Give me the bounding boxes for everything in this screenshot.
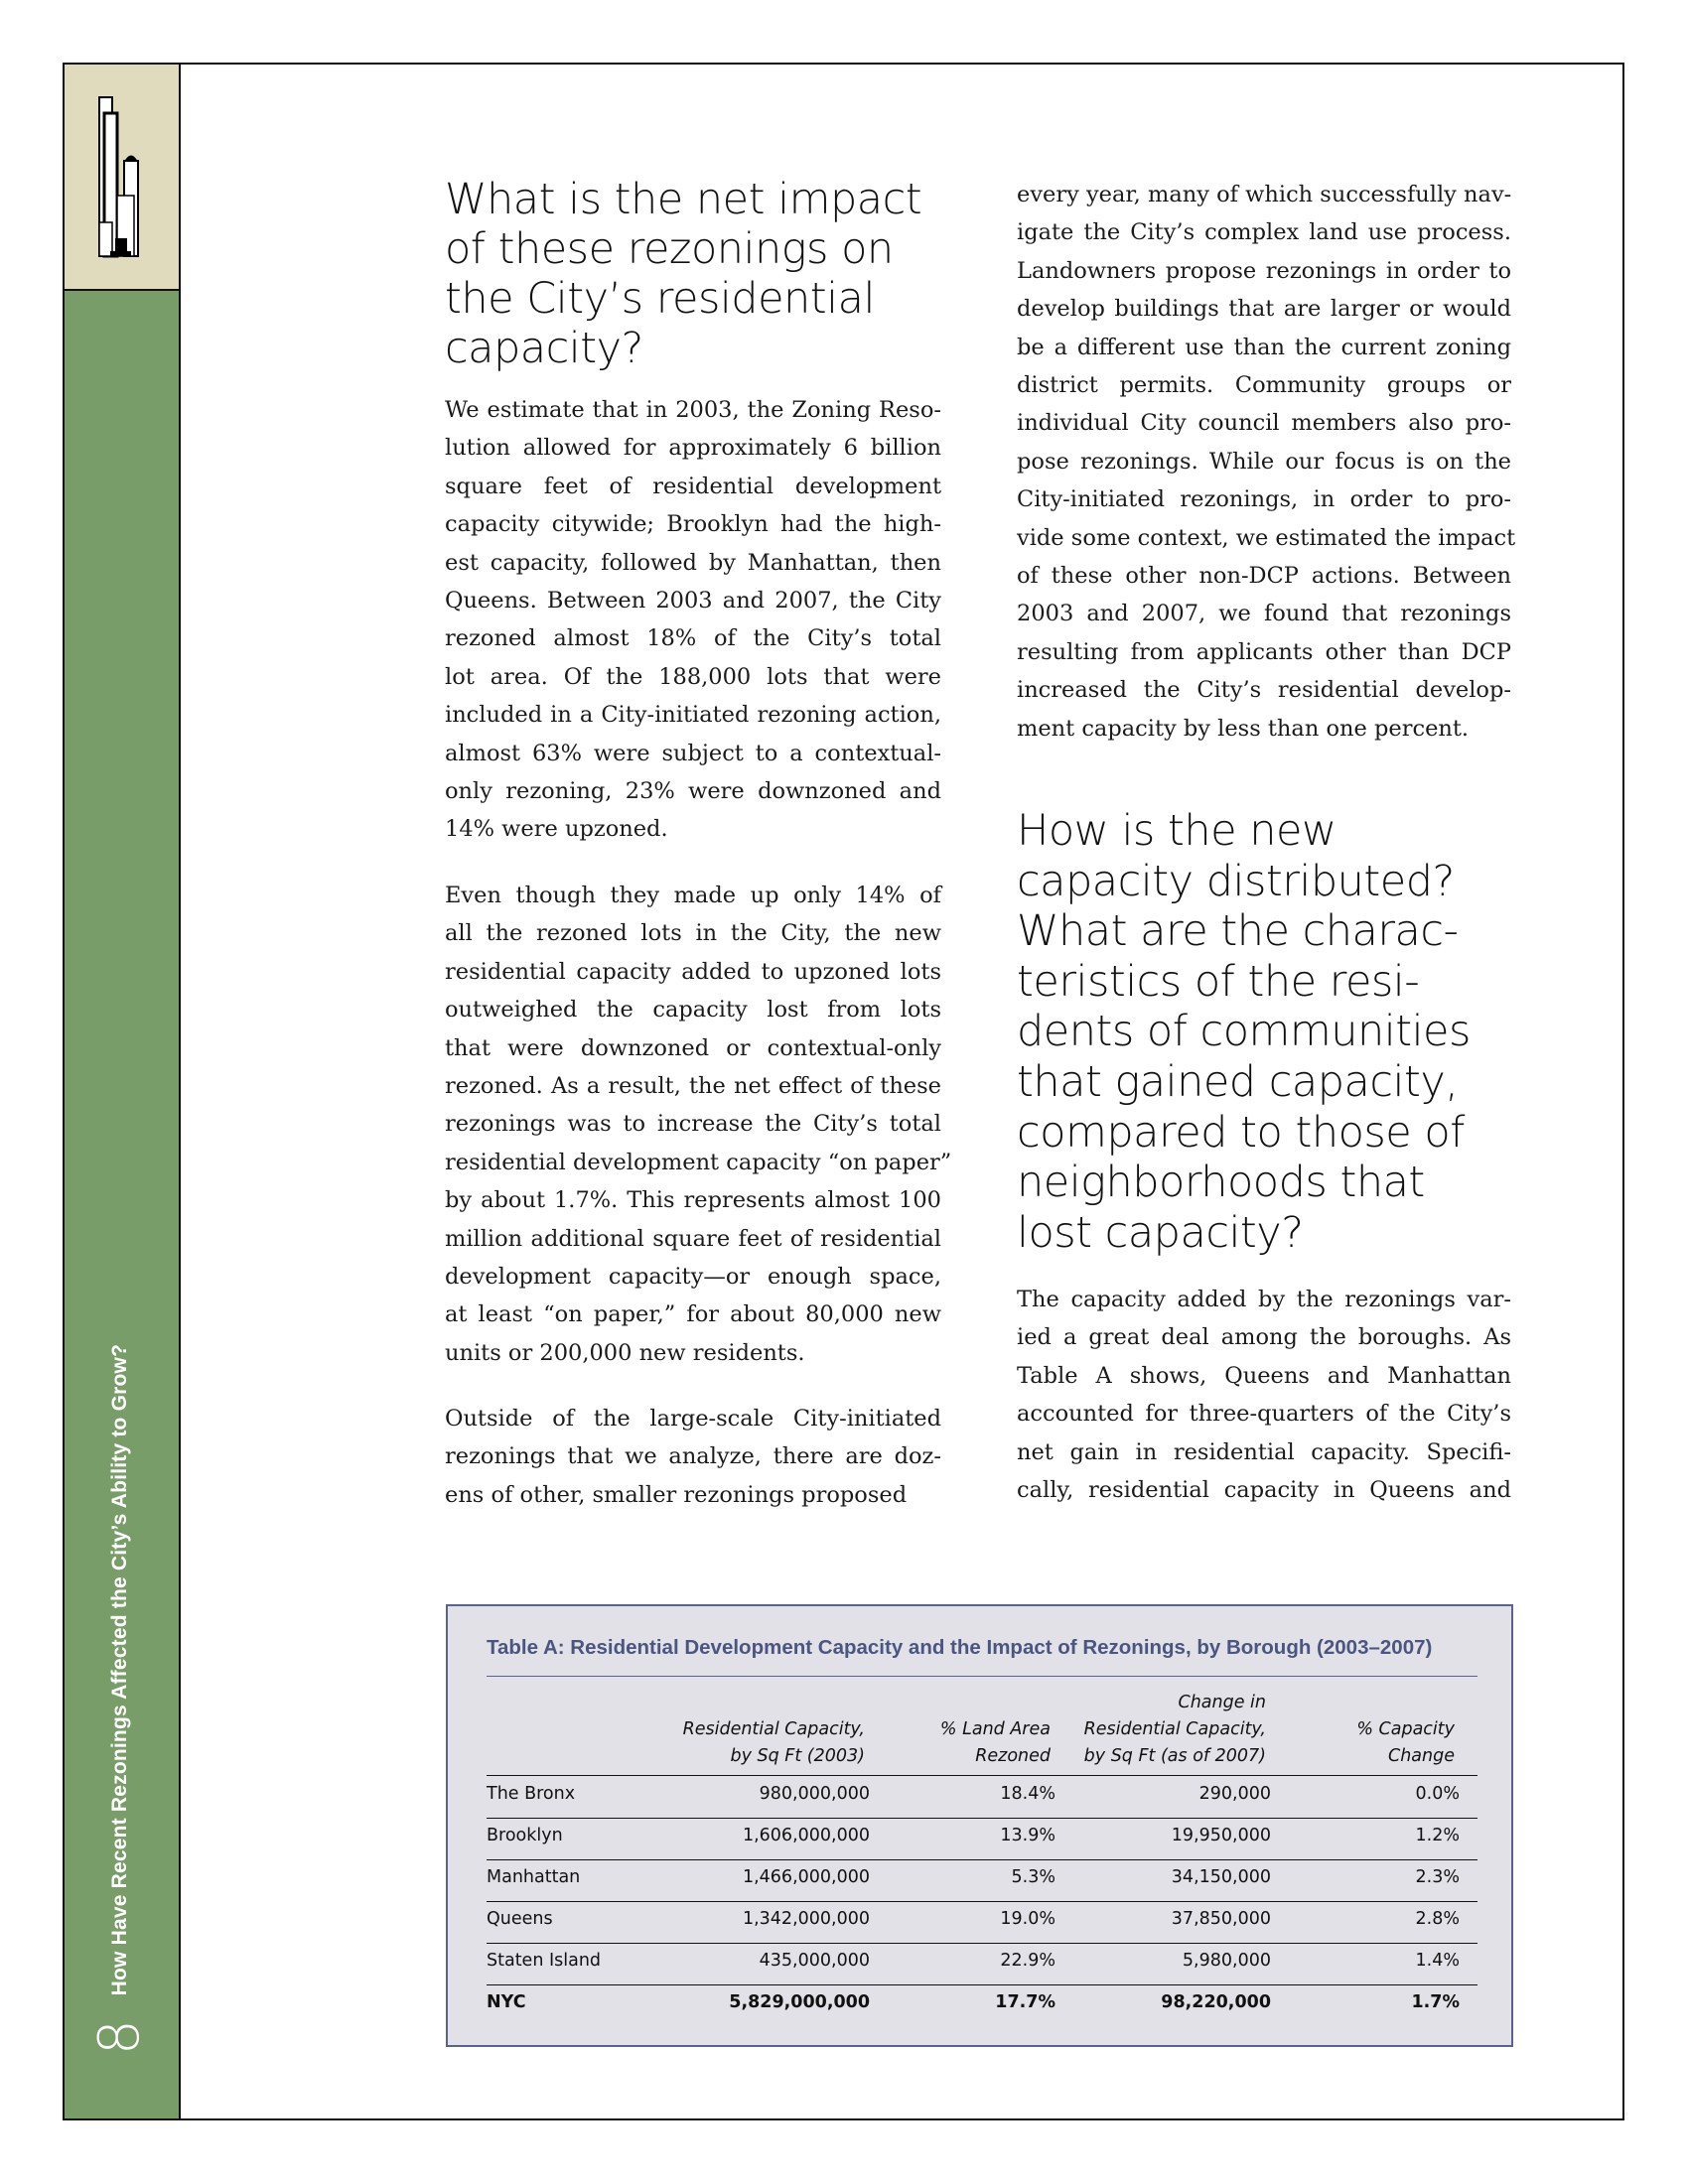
column-header: Residential Capacity, <box>1083 1719 1266 1739</box>
paragraph-line: of these other non-DCP actions. Between <box>1017 563 1511 589</box>
paragraph-line: individual City council members also pro- <box>1017 410 1511 437</box>
heading-line: How is the new <box>1017 806 1336 856</box>
table-row <box>487 1776 1477 1819</box>
cell-value: 0.0% <box>1415 1784 1460 1804</box>
paragraph-line: cally, residential capacity in Queens and <box>1017 1477 1511 1503</box>
table-row <box>487 1859 1477 1902</box>
city-skyline-icon <box>92 92 152 261</box>
paragraph-line: included in a City-initiated rezoning action, <box>445 702 941 729</box>
paragraph-line: units or 200,000 new residents. <box>445 1339 805 1366</box>
cell-value: 1,606,000,000 <box>742 1826 870 1845</box>
paragraph-line: district permits. Community groups or <box>1017 372 1511 398</box>
paragraph-line: be a different use than the current zoning <box>1017 334 1511 360</box>
paragraph-line: vide some context, we estimated the impact <box>1017 524 1516 551</box>
paragraph-line: square feet of residential development <box>445 473 941 499</box>
cell-value: 5,980,000 <box>1182 1951 1271 1971</box>
heading-line: the City’s residential <box>445 274 875 324</box>
paragraph-line: 14% were upzoned. <box>445 816 668 843</box>
paragraph-line: pose rezonings. While our focus is on the <box>1017 448 1511 475</box>
heading-line: lost capacity? <box>1017 1207 1304 1258</box>
cell-value: 34,150,000 <box>1171 1867 1271 1887</box>
column-header: Change in <box>1178 1693 1266 1712</box>
paragraph-line: ied a great deal among the boroughs. As <box>1017 1324 1511 1351</box>
cell-value: 18.4% <box>1000 1784 1055 1804</box>
table-title: Table A: Residential Development Capacity and the Impact of Rezonings, by Borough (2003–2007) <box>487 1636 1433 1659</box>
cell-value: 98,220,000 <box>1161 1992 1271 2012</box>
paragraph-line: Landowners propose rezonings in order to <box>1017 257 1511 284</box>
heading-line: What is the net impact <box>445 175 922 224</box>
paragraph-line: million additional square feet of residential <box>445 1225 941 1252</box>
heading-line: that gained capacity, <box>1017 1057 1459 1107</box>
cell-value: 2.3% <box>1415 1867 1460 1887</box>
cell-value: 435,000,000 <box>759 1951 870 1971</box>
paragraph-line: We estimate that in 2003, the Zoning Reso- <box>445 397 941 423</box>
column-header: by Sq Ft (as of 2007) <box>1083 1746 1266 1766</box>
paragraph-line: by about 1.7%. This represents almost 100 <box>445 1187 941 1214</box>
cell-value: 13.9% <box>1000 1826 1055 1845</box>
heading-line: of these rezonings on <box>445 224 894 274</box>
paragraph-line: rezoned. As a result, the net effect of these <box>445 1073 941 1099</box>
cell-value: 1,342,000,000 <box>742 1909 870 1929</box>
paragraph-line: ment capacity by less than one percent. <box>1017 715 1470 742</box>
heading-line: capacity? <box>445 324 643 373</box>
paragraph-line: develop buildings that are larger or would <box>1017 296 1511 323</box>
cell-value: 19,950,000 <box>1171 1826 1271 1845</box>
column-header: Rezoned <box>975 1746 1051 1766</box>
cell-value: 5,829,000,000 <box>729 1992 870 2012</box>
paragraph-line: rezonings that we analyze, there are doz- <box>445 1443 941 1470</box>
cell-value: 17.7% <box>995 1992 1055 2012</box>
paragraph-line: development capacity—or enough space, <box>445 1264 941 1290</box>
paragraph-line: accounted for three-quarters of the City’s <box>1017 1401 1511 1428</box>
paragraph-line: City-initiated rezonings, in order to pro- <box>1017 486 1511 513</box>
cell-value: 290,000 <box>1198 1784 1271 1804</box>
column-header: % Capacity <box>1356 1719 1455 1739</box>
heading-line: capacity distributed? <box>1017 856 1455 906</box>
paragraph-line: all the rezoned lots in the City, the new <box>445 920 941 947</box>
paragraph-line: resulting from applicants other than DCP <box>1017 638 1511 665</box>
table-row <box>487 1943 1477 1985</box>
paragraph-line: residential development capacity “on paper” <box>445 1149 952 1175</box>
page-number: 8 <box>87 2019 152 2055</box>
row-label: Manhattan <box>487 1867 581 1887</box>
row-label: Brooklyn <box>487 1826 563 1845</box>
sidebar-running-head <box>87 1343 178 2055</box>
table-row <box>487 1818 1477 1860</box>
row-label: Queens <box>487 1909 553 1929</box>
paragraph-line: rezonings was to increase the City’s total <box>445 1111 941 1138</box>
paragraph-line: net gain in residential capacity. Specifi- <box>1017 1438 1511 1465</box>
heading-line: compared to those of <box>1017 1107 1465 1158</box>
paragraph-line: Queens. Between 2003 and 2007, the City <box>445 588 941 614</box>
cell-value: 980,000,000 <box>759 1784 870 1804</box>
heading-line: neighborhoods that <box>1017 1158 1425 1208</box>
paragraph-line: 2003 and 2007, we found that rezonings <box>1017 601 1511 627</box>
row-label: NYC <box>487 1992 526 2012</box>
paragraph-line: rezoned almost 18% of the City’s total <box>445 625 941 652</box>
paragraph-line: that were downzoned or contextual-only <box>445 1034 941 1061</box>
table-title-rule <box>487 1676 1477 1677</box>
paragraph-line: Table A shows, Queens and Manhattan <box>1017 1362 1511 1389</box>
paragraph-line: every year, many of which successfully nav- <box>1017 182 1512 207</box>
cell-value: 22.9% <box>1000 1951 1055 1971</box>
paragraph-line: lot area. Of the 188,000 lots that were <box>445 663 941 690</box>
paragraph-line: Outside of the large-scale City-initiated <box>445 1406 941 1432</box>
column-header: Residential Capacity, <box>682 1719 865 1739</box>
paragraph-line: outweighed the capacity lost from lots <box>445 997 941 1024</box>
column-header: % Land Area <box>939 1719 1051 1739</box>
paragraph-line: almost 63% were subject to a contextual- <box>445 740 941 766</box>
cell-value: 19.0% <box>1000 1909 1055 1929</box>
paragraph-line: capacity citywide; Brooklyn had the high- <box>445 511 941 538</box>
paragraph-line: The capacity added by the rezonings var- <box>1017 1287 1511 1312</box>
paragraph-line: lution allowed for approximately 6 billion <box>445 435 941 462</box>
paragraph-line: Even though they made up only 14% of <box>445 883 941 908</box>
paragraph-line: residential capacity added to upzoned lots <box>445 958 941 985</box>
table-a <box>446 1604 1513 2047</box>
cell-value: 5.3% <box>1011 1867 1055 1887</box>
heading-line: dents of communities <box>1017 1007 1471 1057</box>
column-header: by Sq Ft (2003) <box>730 1746 865 1766</box>
cell-value: 1,466,000,000 <box>742 1867 870 1887</box>
heading-line: teristics of the resi- <box>1017 956 1420 1007</box>
paragraph-line: increased the City’s residential develop- <box>1017 677 1511 704</box>
cell-value: 1.4% <box>1415 1951 1460 1971</box>
paragraph-line: igate the City’s complex land use process. <box>1017 219 1511 246</box>
cell-value: 1.2% <box>1415 1826 1460 1845</box>
heading-line: What are the charac- <box>1017 906 1459 957</box>
running-title: How Have Recent Rezonings Affected the City’s Ability to Grow? <box>108 1343 131 1996</box>
table-row-total <box>487 1984 1477 2026</box>
paragraph-line: only rezoning, 23% were downzoned and <box>445 778 941 804</box>
paragraph-line: est capacity, followed by Manhattan, then <box>445 549 941 576</box>
paragraph-line: at least “on paper,” for about 80,000 new <box>445 1301 941 1328</box>
cell-value: 2.8% <box>1415 1909 1460 1929</box>
cell-value: 37,850,000 <box>1171 1909 1271 1929</box>
row-label: The Bronx <box>487 1784 576 1804</box>
table-row <box>487 1901 1477 1944</box>
column-header: Change <box>1387 1746 1455 1766</box>
paragraph-line: ens of other, smaller rezonings proposed <box>445 1481 908 1508</box>
cell-value: 1.7% <box>1411 1992 1460 2012</box>
row-label: Staten Island <box>487 1951 602 1971</box>
